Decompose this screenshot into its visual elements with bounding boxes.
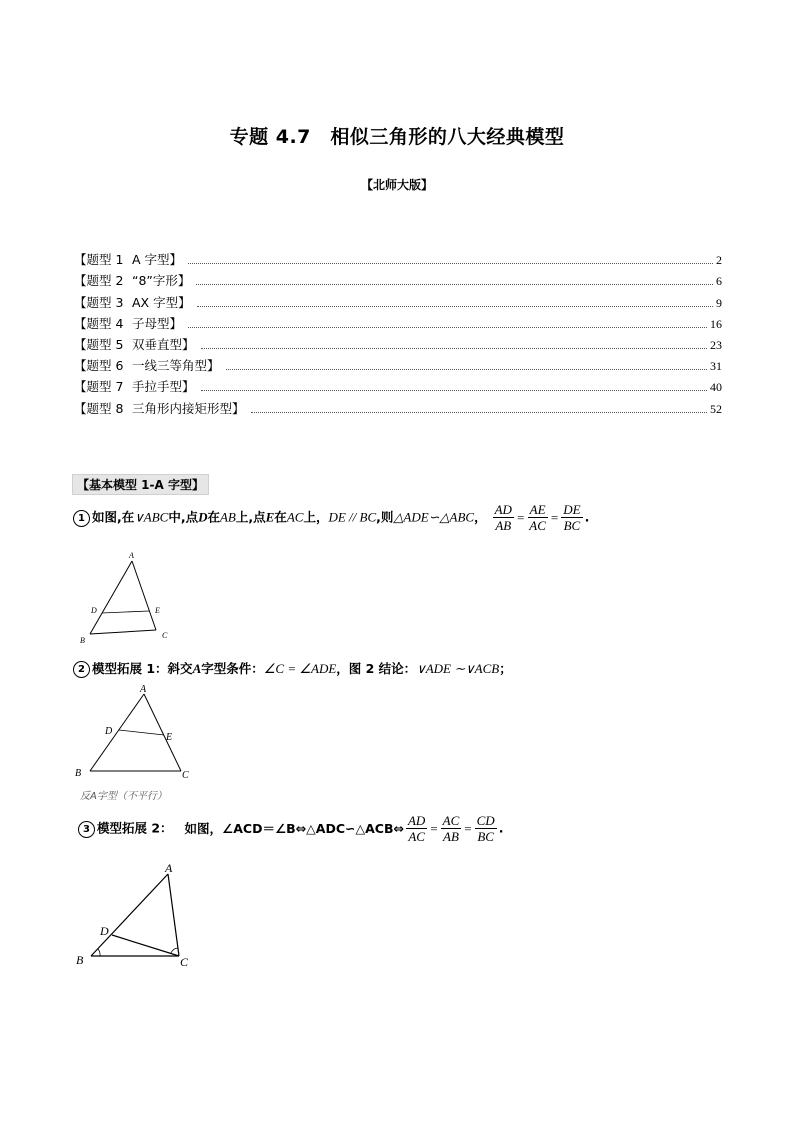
vertex-label-d: D (105, 726, 113, 737)
vertex-label-e: E (166, 732, 173, 743)
toc-item-label: “8”字形】 (132, 273, 191, 289)
toc-leader-dots (201, 348, 707, 349)
vertex-label-a: A (165, 861, 173, 875)
toc-item-4[interactable] (74, 311, 722, 332)
toc-item-number: 【题型 6 (74, 358, 124, 374)
side-ac (144, 694, 181, 771)
toc-leader-dots (196, 284, 713, 285)
side-ab (90, 561, 132, 634)
toc-item-page: 2 (716, 253, 722, 268)
toc-item-1[interactable] (74, 247, 722, 268)
circled-number-3: 3 (78, 821, 95, 838)
fraction-ae-ac: $\frac{AE}{AC}$ (529, 502, 546, 533)
fraction-ac-ab: $\frac{AC}{AB}$ (442, 813, 460, 844)
side-bc (90, 630, 156, 634)
vertex-label-b: B (76, 953, 84, 967)
toc-item-number: 【题型 2 (74, 273, 124, 289)
fraction-ad-ac: $\frac{AD}{AC}$ (407, 813, 426, 844)
toc-item-number: 【题型 1 (74, 252, 124, 268)
toc-item-page: 6 (716, 274, 722, 289)
toc-item-3[interactable] (74, 289, 722, 310)
vertex-label-e: E (155, 606, 160, 615)
toc-item-label: 子母型】 (132, 315, 183, 331)
toc-item-7[interactable] (74, 374, 722, 395)
side-ac (168, 874, 179, 956)
model-extension-2-statement: 3 模型拓展 2： 如图，∠ACD＝∠B⇔△ADC∽△ACB⇔ $\frac{AD}{AC}$ = $\frac{AC}{AB}$ = $\frac{CD}{BC}$ . (78, 813, 503, 845)
angle-mark-c (171, 948, 178, 953)
toc-item-label: 一线三等角型】 (132, 358, 220, 374)
figure-caption: 反A字型（不平行） (80, 791, 167, 802)
toc-item-label: 手拉手型】 (132, 379, 195, 395)
table-of-contents (74, 247, 722, 417)
vertex-label-a: A (140, 684, 147, 695)
model-extension-1-statement: 2 模型拓展 1：斜交A字型条件：∠C = ∠ADE，图 2 结论：∨ADE ∼∨ACB； (73, 659, 512, 678)
toc-item-label: 三角形内接矩形型】 (132, 400, 245, 416)
side-ab (90, 694, 144, 771)
toc-item-2[interactable] (74, 268, 722, 289)
circled-number-2: 2 (73, 661, 90, 678)
side-ac (132, 561, 156, 630)
circled-number-1: 1 (73, 510, 90, 527)
model-1-statement: 1 如图,在∨ABC中,点D在AB上,点E在AC上，DE // BC,则△ADE∽△ABC， $\frac{AD}{AB}$ = $\frac{AE}{AC}$ = $\frac{DE}{BC}$ . (73, 502, 589, 534)
toc-item-6[interactable] (74, 353, 722, 374)
toc-item-label: 双垂直型】 (132, 336, 195, 352)
toc-item-number: 【题型 8 (74, 400, 124, 416)
edition-subtitle: 【北师大版】 (360, 178, 433, 192)
toc-item-label: AX 字型】 (132, 294, 191, 310)
vertex-label-b: B (80, 636, 85, 645)
figure-reverse-a-type (72, 683, 212, 805)
toc-item-page: 52 (710, 401, 722, 416)
toc-leader-dots (188, 263, 713, 264)
vertex-label-b: B (75, 768, 82, 779)
toc-item-number: 【题型 5 (74, 336, 124, 352)
section-heading-model-1: 【基本模型 1-A 字型】 (72, 474, 209, 495)
toc-item-page: 23 (710, 337, 722, 352)
toc-leader-dots (197, 306, 713, 307)
side-ab (91, 874, 168, 956)
toc-leader-dots (201, 390, 707, 391)
fraction-ad-ab: $\frac{AD}{AB}$ (494, 502, 512, 533)
toc-item-page: 31 (710, 359, 722, 374)
segment-de (102, 611, 149, 613)
angle-mark-b (98, 949, 100, 956)
vertex-label-c: C (162, 631, 168, 640)
fraction-cd-bc: $\frac{CD}{BC}$ (476, 813, 495, 844)
figure-mother-child-type (72, 860, 202, 972)
toc-item-8[interactable] (74, 395, 722, 416)
toc-item-page: 9 (716, 295, 722, 310)
toc-item-label: A 字型】 (132, 252, 183, 268)
toc-item-number: 【题型 7 (74, 379, 124, 395)
toc-leader-dots (226, 369, 707, 370)
toc-item-number: 【题型 3 (74, 294, 124, 310)
page-title: 专题 4.7 相似三角形的八大经典模型 (229, 126, 565, 148)
toc-item-5[interactable] (74, 332, 722, 353)
vertex-label-d: D (91, 606, 97, 615)
fraction-de-bc: $\frac{DE}{BC}$ (563, 502, 581, 533)
segment-cd (112, 935, 179, 956)
vertex-label-c: C (182, 770, 189, 781)
toc-item-page: 16 (710, 316, 722, 331)
toc-item-number: 【题型 4 (74, 315, 124, 331)
segment-de (119, 730, 164, 735)
toc-leader-dots (188, 327, 707, 328)
vertex-label-a: A (129, 551, 134, 560)
figure-a-type-parallel (76, 550, 186, 646)
toc-item-page: 40 (710, 380, 722, 395)
vertex-label-d: D (100, 924, 109, 938)
vertex-label-c: C (180, 955, 189, 969)
toc-leader-dots (251, 412, 707, 413)
